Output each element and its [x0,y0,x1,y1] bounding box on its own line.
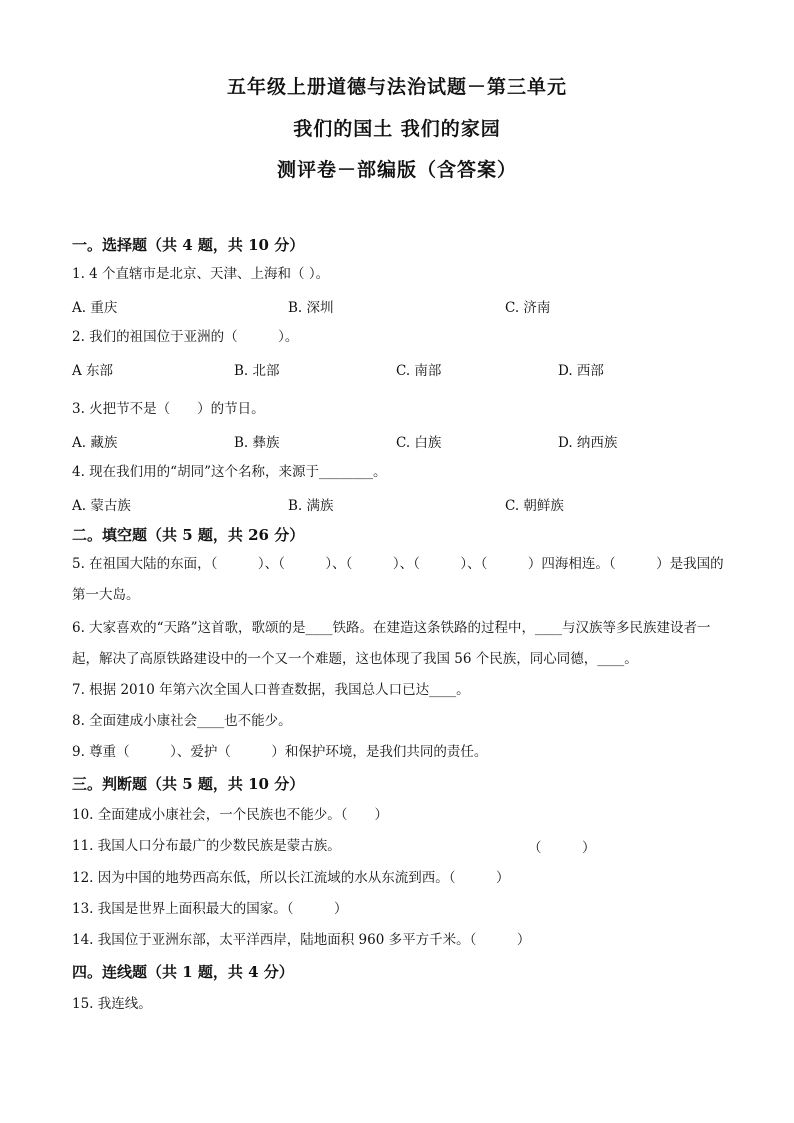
q4-option-b: B. 满族 [288,498,334,514]
section-judge-heading: 三。判断题（共 5 题，共 10 分） [72,775,305,793]
q4-option-c: C. 朝鲜族 [505,498,564,514]
question-6: 6. 大家喜欢的“天路”这首歌，歌颂的是____铁路。在建造这条铁路的过程中，____与汉族等多民族建设者一起，解决了高原铁路建设中的一个又一个难题，这也体现了我国 56 个民族，同心同德，____。 [72,620,711,667]
question-5: 5. 在祖国大陆的东面，（ ）、（ ）、（ ）、（ ）、（ ）四海相连。（ ）是我国的第一大岛。 [72,556,724,603]
q2-option-d: D. 西部 [558,363,604,379]
question-11: 11. 我国人口分布最广的少数民族是蒙古族。 [72,838,341,854]
question-12: 12. 因为中国的地势西高东低，所以长江流域的水从东流到西。（ ） [72,870,510,886]
doc-title-line-3: 测评卷－部编版（含答案） [276,159,517,181]
question-2: 2. 我们的祖国位于亚洲的（ ）。 [72,329,299,345]
doc-title-line-2: 我们的国土 我们的家园 [293,118,501,140]
q3-option-a: A. 藏族 [72,435,118,451]
q1-option-c: C. 济南 [505,300,551,316]
question-15: 15. 我连线。 [72,996,152,1012]
question-11-answer-paren: （ ） [528,840,596,856]
q3-option-b: B. 彝族 [234,435,280,451]
question-10: 10. 全面建成小康社会，一个民族也不能少。（ ） [72,807,389,823]
question-4: 4. 现在我们用的“胡同”这个名称，来源于________。 [72,464,387,480]
section-match-heading: 四。连线题（共 1 题，共 4 分） [72,963,294,981]
q2-option-a: A 东部 [72,363,114,379]
question-8: 8. 全面建成小康社会____也不能少。 [72,713,292,729]
section-choice-heading: 一。选择题（共 4 题，共 10 分） [72,236,305,254]
q1-option-a: A. 重庆 [72,300,118,316]
q3-option-d: D. 纳西族 [558,435,618,451]
q1-option-b: B. 深圳 [288,300,334,316]
q3-option-c: C. 白族 [396,435,442,451]
question-13: 13. 我国是世界上面积最大的国家。（ ） [72,901,348,917]
doc-title-line-1: 五年级上册道德与法治试题－第三单元 [226,76,567,98]
q2-option-c: C. 南部 [396,363,442,379]
question-9: 9. 尊重（ ）、爱护（ ）和保护环境，是我们共同的责任。 [72,744,488,760]
q4-option-a: A. 蒙古族 [72,498,131,514]
q2-option-b: B. 北部 [234,363,280,379]
question-3: 3. 火把节不是（ ）的节日。 [72,401,265,417]
question-14: 14. 我国位于亚洲东部，太平洋西岸，陆地面积 960 多平方千米。（ ） [72,932,531,948]
question-1: 1. 4 个直辖市是北京、天津、上海和（ ）。 [72,266,330,282]
question-7: 7. 根据 2010 年第六次全国人口普查数据，我国总人口已达____。 [72,682,470,698]
section-fill-heading: 二。填空题（共 5 题，共 26 分） [72,526,305,544]
